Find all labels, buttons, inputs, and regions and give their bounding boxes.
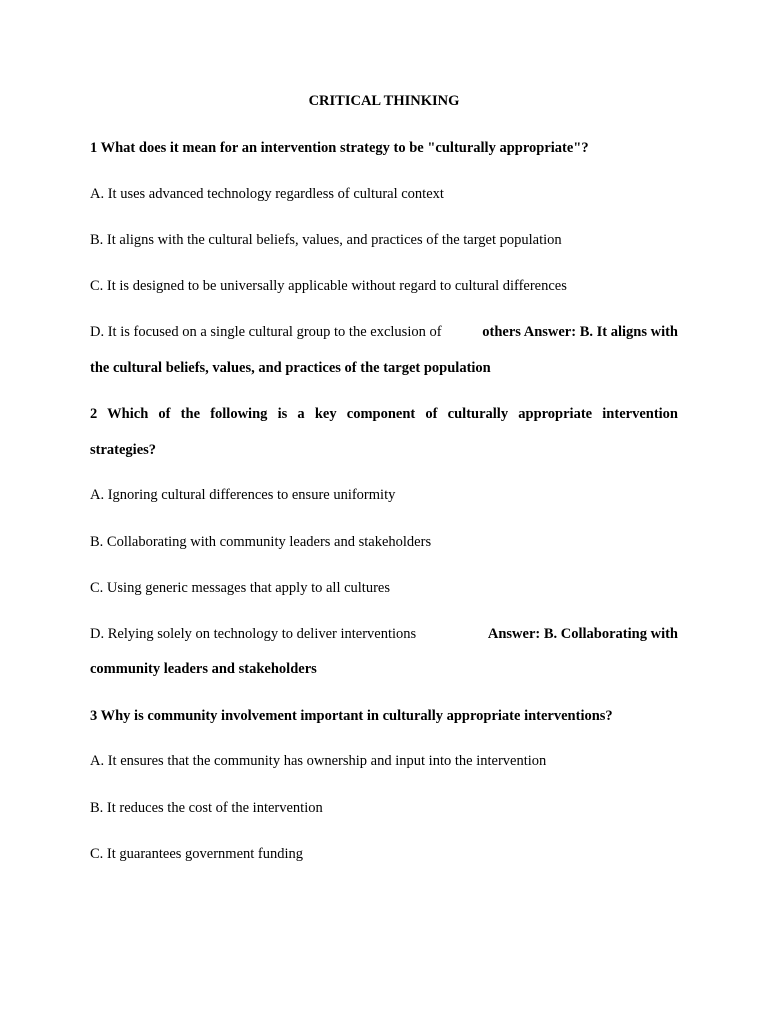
q2-option-d: [90, 626, 678, 643]
q1-answer-label: others Answer: B. It aligns with: [482, 324, 678, 340]
q1-option-b: B. It aligns with the cultural beliefs, values, and practices of the target population: [90, 232, 562, 248]
q3-option-b: B. It reduces the cost of the intervention: [90, 800, 323, 816]
q2-option-a: A. Ignoring cultural differences to ensure uniformity: [90, 487, 396, 503]
q2-answer-label: Answer: B. Collaborating with: [487, 626, 678, 642]
page-title: CRITICAL THINKING: [308, 93, 460, 109]
q1-option-d-text: D. It is focused on a single cultural group to the exclusion of: [90, 324, 442, 340]
q3-option-a: A. It ensures that the community has ownership and input into the intervention: [90, 753, 547, 769]
question-2-line-2: strategies?: [90, 442, 157, 458]
q2-option-d-text: D. Relying solely on technology to deliver interventions: [90, 626, 417, 642]
q3-option-c: C. It guarantees government funding: [90, 846, 304, 862]
question-2-line-1: 2 Which of the following is a key component of culturally appropriate intervention: [90, 406, 678, 422]
q2-option-c: C. Using generic messages that apply to all cultures: [90, 580, 390, 596]
q1-option-a: A. It uses advanced technology regardless of cultural context: [90, 186, 444, 202]
q2-option-b: B. Collaborating with community leaders and stakeholders: [90, 534, 432, 550]
question-1: 1 What does it mean for an intervention strategy to be "culturally appropriate"?: [90, 140, 589, 156]
question-3: 3 Why is community involvement important in culturally appropriate interventions?: [90, 708, 613, 724]
q1-option-d: [90, 324, 678, 341]
q1-answer-continuation: the cultural beliefs, values, and practices of the target population: [90, 360, 491, 376]
q2-answer-continuation: community leaders and stakeholders: [90, 661, 317, 677]
q1-option-c: C. It is designed to be universally applicable without regard to cultural differences: [90, 278, 567, 294]
